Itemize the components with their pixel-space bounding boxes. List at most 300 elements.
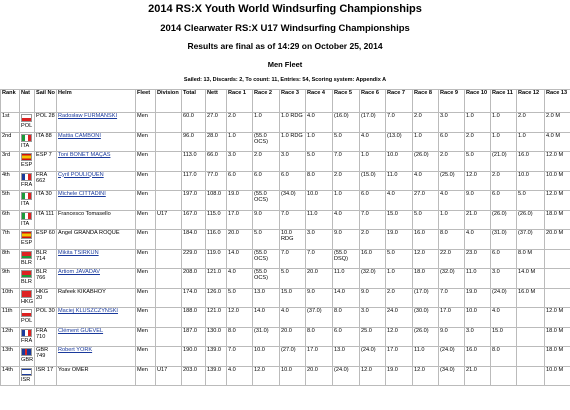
race-score-cell: 11.0 — [413, 347, 439, 367]
race-score-cell: 12.0 — [413, 366, 439, 386]
division-cell — [156, 327, 182, 347]
division-cell — [156, 191, 182, 211]
race-score-cell: (24.0) — [360, 347, 386, 367]
helm-cell[interactable] — [57, 132, 136, 152]
division-cell — [156, 347, 182, 367]
race-score-cell: 17.0 — [439, 308, 465, 328]
nett-cell: 77.0 — [206, 171, 227, 191]
division-cell — [156, 249, 182, 269]
race-score-cell: 27.0 — [413, 191, 439, 211]
race-score-cell: 21.0 — [465, 366, 491, 386]
race-score-cell: 17.0 — [227, 210, 253, 230]
table-row — [1, 132, 570, 152]
race-score-cell: 15.0 — [280, 288, 306, 308]
race-score-cell: 7.0 — [333, 152, 360, 172]
race-score-cell: (55.0 OCS) — [253, 269, 280, 289]
total-cell: 203.0 — [182, 366, 206, 386]
race-score-cell: (21.0) — [491, 152, 517, 172]
division-cell: U17 — [156, 366, 182, 386]
race-score-cell: (32.0) — [439, 269, 465, 289]
rank-cell: 3rd — [1, 152, 20, 172]
nett-cell: 139.0 — [206, 347, 227, 367]
nat-cell — [20, 113, 35, 133]
division-cell — [156, 152, 182, 172]
race-score-cell: 2.0 — [253, 152, 280, 172]
race-score-cell: 5.0 — [253, 230, 280, 250]
helm-link[interactable]: Artiom JAVADAV — [58, 269, 100, 275]
race-score-cell: 4.0 — [439, 191, 465, 211]
sail-no-cell: FRA 662 — [35, 171, 57, 191]
fleet-cell: Men — [136, 366, 156, 386]
race-score-cell — [545, 288, 570, 308]
race-score-cell: 11.0 — [306, 210, 333, 230]
rank-cell: 6th — [1, 210, 20, 230]
race-score-cell: 15.0 — [491, 327, 517, 347]
race-score-cell: 5.0 — [517, 191, 545, 211]
race-score-cell: 9.0 — [306, 288, 333, 308]
ita-flag-icon — [21, 212, 32, 220]
helm-link[interactable]: Michele CITTADINI — [58, 191, 106, 197]
sail-no-cell: ESP 60 — [35, 230, 57, 250]
race-score-cell: 5.0 — [280, 269, 306, 289]
race-score-cell: 11.0 — [465, 269, 491, 289]
nett-cell: 66.0 — [206, 152, 227, 172]
race-score-cell: 7.0 — [439, 288, 465, 308]
column-header: Race 8 — [413, 90, 439, 113]
isr-flag-icon — [21, 368, 32, 376]
nat-cell — [20, 308, 35, 328]
race-score-cell: (26.0) — [413, 327, 439, 347]
column-header: Sail No — [35, 90, 57, 113]
rank-cell: 13th — [1, 347, 20, 367]
column-header: Race 10 — [465, 90, 491, 113]
esp-flag-icon — [21, 153, 32, 161]
race-score-cell: (26.0) — [517, 210, 545, 230]
sail-no-cell: ITA 88 — [35, 132, 57, 152]
sail-no-cell: GBR 749 — [35, 347, 57, 367]
race-score-cell: 4.0 — [465, 230, 491, 250]
race-score-cell — [517, 327, 545, 347]
race-score-cell: (34.0) — [280, 191, 306, 211]
helm-link[interactable]: Clément GUEVEL — [58, 328, 103, 334]
helm-name: Francesco Tomasello — [58, 211, 111, 217]
race-score-cell: 1.0 — [465, 113, 491, 133]
column-header: Nat — [20, 90, 35, 113]
race-score-cell: (24.0) — [333, 366, 360, 386]
rank-cell: 8th — [1, 249, 20, 269]
fleet-cell: Men — [136, 327, 156, 347]
race-score-cell: 20.0 M — [545, 230, 570, 250]
race-score-cell: 6.0 — [333, 327, 360, 347]
fleet-cell: Men — [136, 171, 156, 191]
fra-flag-icon — [21, 173, 32, 181]
race-score-cell — [545, 249, 570, 269]
nat-cell — [20, 249, 35, 269]
race-score-cell: 6.0 — [491, 249, 517, 269]
race-score-cell: (34.0) — [439, 366, 465, 386]
nett-cell: 115.0 — [206, 210, 227, 230]
nat-cell — [20, 132, 35, 152]
race-score-cell: 2.0 — [517, 113, 545, 133]
sail-no-cell: ITA 30 — [35, 191, 57, 211]
sail-no-cell: HKG 20 — [35, 288, 57, 308]
race-score-cell: 2.0 — [227, 113, 253, 133]
nat-cell — [20, 171, 35, 191]
nat-cell — [20, 230, 35, 250]
fra-flag-icon — [21, 329, 32, 337]
race-score-cell: 1.0 — [306, 132, 333, 152]
helm-link[interactable]: Toni BONET MAÇÂS — [58, 152, 110, 158]
helm-cell — [57, 230, 136, 250]
race-score-cell: 1.0 — [517, 132, 545, 152]
results-table — [0, 89, 570, 386]
race-score-cell: 14.0 — [227, 249, 253, 269]
fleet-cell: Men — [136, 113, 156, 133]
nat-code: ITA — [21, 201, 29, 207]
race-score-cell — [545, 269, 570, 289]
race-score-cell: (55.0 OCS) — [253, 249, 280, 269]
race-score-cell: 18.0 M — [545, 327, 570, 347]
race-score-cell: 10.0 M — [545, 366, 570, 386]
pol-flag-icon — [21, 114, 32, 122]
fleet-cell: Men — [136, 347, 156, 367]
sail-no-cell: POL 30 — [35, 308, 57, 328]
nat-cell — [20, 347, 35, 367]
column-header: Race 11 — [491, 90, 517, 113]
helm-name: Angel GRANDA ROQUE — [58, 230, 120, 236]
fleet-cell: Men — [136, 249, 156, 269]
race-score-cell: 4.0 — [227, 269, 253, 289]
race-score-cell: 9.0 — [465, 191, 491, 211]
race-score-cell: 4.0 — [491, 308, 517, 328]
race-score-cell: 4.0 — [306, 113, 333, 133]
race-score-cell: 7.0 — [306, 249, 333, 269]
nett-cell: 116.0 — [206, 230, 227, 250]
race-score-cell: 9.0 — [439, 327, 465, 347]
race-score-cell: 23.0 — [465, 249, 491, 269]
race-score-cell: 10.0 — [306, 191, 333, 211]
fleet-cell: Men — [136, 191, 156, 211]
column-header: Race 5 — [333, 90, 360, 113]
table-row — [1, 327, 570, 347]
helm-link[interactable]: Maciej KLUSZCZYNSKI — [58, 308, 118, 314]
race-score-cell: 3.0 — [360, 308, 386, 328]
column-header: Helm — [57, 90, 136, 113]
race-score-cell: 10.0 RDG — [280, 230, 306, 250]
table-row — [1, 230, 570, 250]
race-score-cell: 11.0 — [386, 171, 413, 191]
column-header: Race 1 — [227, 90, 253, 113]
column-header: Race 2 — [253, 90, 280, 113]
nat-code: GBR — [21, 357, 33, 363]
race-score-cell: 5.0 — [333, 132, 360, 152]
race-score-cell: 2.0 — [491, 171, 517, 191]
helm-cell[interactable] — [57, 152, 136, 172]
race-score-cell: 10.0 — [517, 171, 545, 191]
column-header: Race 9 — [439, 90, 465, 113]
helm-link[interactable]: Cyril POULIQUEN — [58, 172, 104, 178]
table-row — [1, 171, 570, 191]
total-cell: 60.0 — [182, 113, 206, 133]
race-score-cell: 10.0 — [280, 366, 306, 386]
race-score-cell: 19.0 — [386, 366, 413, 386]
table-row — [1, 210, 570, 230]
column-header: Rank — [1, 90, 20, 113]
pol-flag-icon — [21, 309, 32, 317]
ita-flag-icon — [21, 192, 32, 200]
race-score-cell: 2.0 — [413, 113, 439, 133]
race-score-cell: 9.0 — [253, 210, 280, 230]
race-score-cell: 10.0 M — [545, 171, 570, 191]
race-score-cell: 2.0 — [360, 230, 386, 250]
race-score-cell: 16.0 — [465, 347, 491, 367]
race-score-cell: 3.0 — [280, 152, 306, 172]
division-cell: U17 — [156, 210, 182, 230]
race-score-cell: 1.0 — [333, 191, 360, 211]
race-score-cell: 2.0 — [465, 132, 491, 152]
division-cell — [156, 269, 182, 289]
fleet-cell: Men — [136, 132, 156, 152]
race-score-cell: 17.0 — [386, 347, 413, 367]
column-header: Division — [156, 90, 182, 113]
race-score-cell: 11.0 — [333, 269, 360, 289]
table-row — [1, 152, 570, 172]
nat-code: POL — [21, 123, 32, 129]
race-score-cell: 5.0 — [386, 249, 413, 269]
race-score-cell: (55.0 DSQ) — [333, 249, 360, 269]
race-score-cell: 8.0 — [227, 327, 253, 347]
race-score-cell: 12.0 — [386, 327, 413, 347]
nat-code: FRA — [21, 182, 32, 188]
race-score-cell: 5.0 — [413, 210, 439, 230]
race-score-cell: (16.0) — [333, 113, 360, 133]
fleet-cell: Men — [136, 230, 156, 250]
race-score-cell: 21.0 — [465, 210, 491, 230]
fleet-cell: Men — [136, 308, 156, 328]
helm-name: Yoav OMER — [58, 367, 89, 373]
race-score-cell: 8.0 — [491, 347, 517, 367]
race-score-cell: 6.0 — [227, 171, 253, 191]
total-cell: 188.0 — [182, 308, 206, 328]
race-score-cell: (13.0) — [386, 132, 413, 152]
table-row — [1, 308, 570, 328]
helm-cell — [57, 288, 136, 308]
race-score-cell: 20.0 — [306, 366, 333, 386]
sail-no-cell: FRA 710 — [35, 327, 57, 347]
total-cell: 190.0 — [182, 347, 206, 367]
race-score-cell: 12.0 M — [545, 308, 570, 328]
helm-cell[interactable] — [57, 249, 136, 269]
race-score-cell: 20.0 — [306, 269, 333, 289]
nett-cell: 28.0 — [206, 132, 227, 152]
nat-code: ESP — [21, 162, 32, 168]
race-score-cell: 12.0 — [465, 171, 491, 191]
race-score-cell: 22.0 — [439, 249, 465, 269]
race-score-cell: 7.0 — [280, 249, 306, 269]
race-score-cell: 1.0 — [227, 132, 253, 152]
race-score-cell: 19.0 — [227, 191, 253, 211]
race-score-cell: 4.0 — [413, 171, 439, 191]
race-score-cell: 2.0 — [386, 288, 413, 308]
rank-cell: 7th — [1, 230, 20, 250]
helm-cell[interactable] — [57, 191, 136, 211]
nat-cell — [20, 191, 35, 211]
race-score-cell: 14.0 — [253, 308, 280, 328]
table-row — [1, 249, 570, 269]
helm-cell[interactable] — [57, 171, 136, 191]
column-header: Race 4 — [306, 90, 333, 113]
race-score-cell: (37.0) — [306, 308, 333, 328]
race-score-cell: 7.0 — [280, 210, 306, 230]
nat-cell — [20, 366, 35, 386]
race-score-cell: 6.0 — [253, 171, 280, 191]
race-score-cell: (31.0) — [253, 327, 280, 347]
total-cell: 117.0 — [182, 171, 206, 191]
fleet-cell: Men — [136, 152, 156, 172]
race-score-cell: 1.0 RDG — [280, 113, 306, 133]
race-score-cell: 18.0 M — [545, 347, 570, 367]
race-score-cell: 16.0 M — [517, 288, 545, 308]
race-score-cell: (30.0) — [413, 308, 439, 328]
helm-link[interactable]: Mattia CAMBONI — [58, 133, 101, 139]
helm-link[interactable]: Robert YORK — [58, 347, 92, 353]
race-score-cell: 12.0 — [360, 366, 386, 386]
nett-cell: 119.0 — [206, 249, 227, 269]
race-score-cell: (17.0) — [360, 113, 386, 133]
helm-cell[interactable] — [57, 269, 136, 289]
race-score-cell: (24.0) — [491, 288, 517, 308]
race-score-cell: 9.0 — [333, 230, 360, 250]
race-score-cell: 2.0 — [333, 171, 360, 191]
column-header: Race 13 — [545, 90, 570, 113]
race-score-cell: 8.0 — [306, 327, 333, 347]
sail-no-cell: ESP 7 — [35, 152, 57, 172]
race-score-cell: 1.0 — [491, 132, 517, 152]
division-cell — [156, 288, 182, 308]
race-score-cell: (32.0) — [360, 269, 386, 289]
race-score-cell: 1.0 — [413, 132, 439, 152]
column-header: Race 12 — [517, 90, 545, 113]
helm-cell[interactable] — [57, 308, 136, 328]
race-score-cell: (17.0) — [413, 288, 439, 308]
blr-flag-icon — [21, 251, 32, 259]
race-score-cell: 19.0 — [386, 230, 413, 250]
nett-cell: 139.0 — [206, 366, 227, 386]
rank-cell: 4th — [1, 171, 20, 191]
hkg-flag-icon — [21, 290, 32, 298]
race-score-cell: 8.0 M — [517, 249, 545, 269]
race-score-cell: 1.0 — [439, 210, 465, 230]
fleet-cell: Men — [136, 288, 156, 308]
race-score-cell: (55.0 OCS) — [253, 132, 280, 152]
race-score-cell: 12.0 — [227, 308, 253, 328]
total-cell: 174.0 — [182, 288, 206, 308]
race-score-cell: (26.0) — [491, 210, 517, 230]
race-score-cell: 8.0 — [439, 230, 465, 250]
nett-cell: 126.0 — [206, 288, 227, 308]
race-score-cell: 6.0 — [439, 132, 465, 152]
race-score-cell: 1.0 — [360, 152, 386, 172]
race-score-cell: 3.0 — [306, 230, 333, 250]
total-cell: 184.0 — [182, 230, 206, 250]
race-score-cell: 16.0 — [413, 230, 439, 250]
sail-no-cell: POL 28 — [35, 113, 57, 133]
nat-code: BLR — [21, 279, 32, 285]
rank-cell: 1st — [1, 113, 20, 133]
nat-cell — [20, 269, 35, 289]
fleet-cell: Men — [136, 269, 156, 289]
sail-no-cell: BLR 714 — [35, 249, 57, 269]
event-subtitle: 2014 Clearwater RS:X U17 Windsurfing Championships — [0, 23, 570, 35]
ita-flag-icon — [21, 134, 32, 142]
race-score-cell: 18.0 — [413, 269, 439, 289]
race-score-cell: 4.0 — [333, 210, 360, 230]
results-status: Results are final as of 14:29 on October 25, 2014 — [0, 41, 570, 52]
table-row — [1, 347, 570, 367]
nat-cell — [20, 152, 35, 172]
race-score-cell: 18.0 M — [545, 210, 570, 230]
race-score-cell: (26.0) — [413, 152, 439, 172]
table-row — [1, 191, 570, 211]
helm-cell — [57, 366, 136, 386]
nat-cell — [20, 210, 35, 230]
helm-link[interactable]: Radosław FURMANSKI — [58, 113, 117, 119]
helm-cell[interactable] — [57, 327, 136, 347]
series-info: Sailed: 13, Discards: 2, To count: 11, Entries: 54, Scoring system: Appendix A — [0, 77, 570, 85]
race-score-cell: (24.0) — [439, 347, 465, 367]
rank-cell: 11th — [1, 308, 20, 328]
race-score-cell: 6.0 — [491, 191, 517, 211]
race-score-cell: 8.0 — [333, 308, 360, 328]
race-score-cell: 17.0 — [306, 347, 333, 367]
race-score-cell: 12.0 M — [545, 152, 570, 172]
helm-link[interactable]: Mikita TSIRKUN — [58, 250, 99, 256]
race-score-cell: 7.0 — [227, 347, 253, 367]
helm-cell[interactable] — [57, 113, 136, 133]
sail-no-cell: BLR 766 — [35, 269, 57, 289]
column-header: Fleet — [136, 90, 156, 113]
nett-cell: 108.0 — [206, 191, 227, 211]
column-header: Total — [182, 90, 206, 113]
helm-cell — [57, 210, 136, 230]
rank-cell: 10th — [1, 288, 20, 308]
nat-cell — [20, 327, 35, 347]
race-score-cell: 5.0 — [465, 152, 491, 172]
total-cell: 208.0 — [182, 269, 206, 289]
race-score-cell: 3.0 — [465, 327, 491, 347]
division-cell — [156, 171, 182, 191]
race-score-cell: 2.0 — [439, 152, 465, 172]
race-score-cell: 1.0 — [386, 269, 413, 289]
table-row — [1, 288, 570, 308]
race-score-cell: 8.0 — [306, 171, 333, 191]
race-score-cell: 2.0 M — [545, 113, 570, 133]
race-score-cell: 14.0 M — [517, 269, 545, 289]
fleet-cell: Men — [136, 210, 156, 230]
table-row — [1, 269, 570, 289]
race-score-cell: 12.0 — [253, 366, 280, 386]
column-header: Race 3 — [280, 90, 306, 113]
race-score-cell: 12.0 — [413, 249, 439, 269]
race-score-cell — [491, 366, 517, 386]
division-cell — [156, 308, 182, 328]
nett-cell: 27.0 — [206, 113, 227, 133]
race-score-cell — [517, 308, 545, 328]
race-score-cell — [517, 366, 545, 386]
race-score-cell: 20.0 — [227, 230, 253, 250]
helm-cell[interactable] — [57, 347, 136, 367]
rank-cell: 5th — [1, 191, 20, 211]
